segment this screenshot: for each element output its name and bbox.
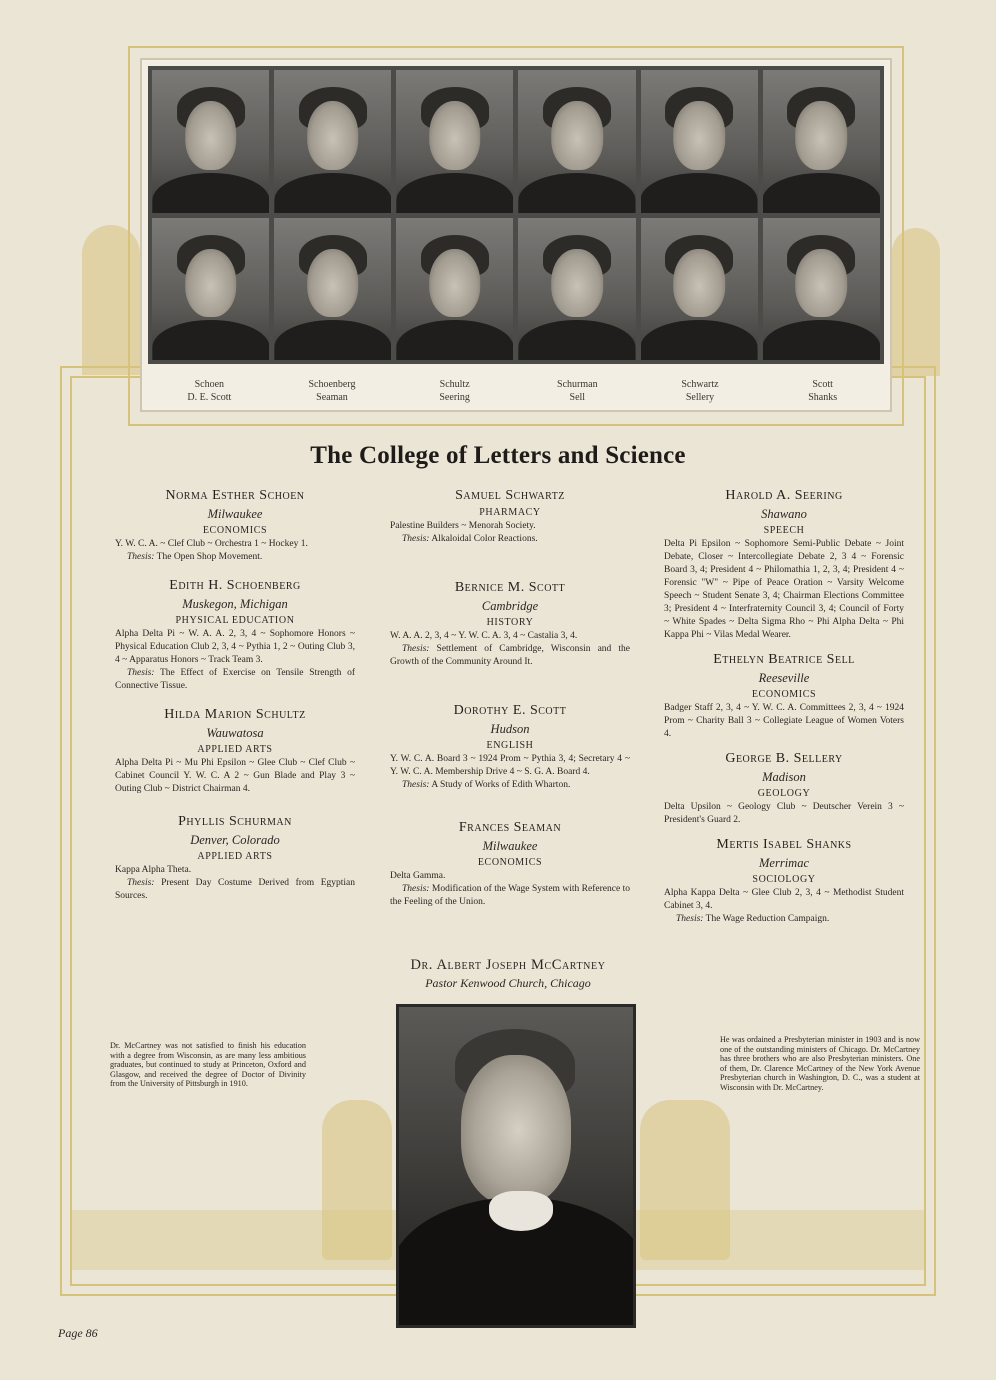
student-entry xyxy=(390,488,630,546)
caption: Schwartz Sellery xyxy=(681,379,719,403)
student-city: Milwaukee xyxy=(482,839,538,853)
student-major: APPLIED ARTS xyxy=(197,851,273,862)
portrait-photo xyxy=(274,218,391,361)
portrait-photo xyxy=(641,218,758,361)
student-entry xyxy=(390,580,630,669)
student-activities: Delta Gamma. xyxy=(390,871,446,881)
student-city: Denver, Colorado xyxy=(190,833,280,847)
student-activities: Delta Pi Epsilon ~ Sophomore Semi-Public Debate ~ Joint Debate, Closer ~ Intercollegiate Debate 2, 3 4 ~ Forensic Board 3, 4; President 4 ~ Philomathia 1, 2, 3, 4; President 4 ~ Forensic "W" ~ Pipe of Peace Oration ~ Varsity Welcome Speech ~ Student Senate 3, 4; Chairman Elections Committee 3; President 4 ~ Interfraternity Council 3, 4; Council of Forty ~ White Spades ~ Delta Sigma Rho ~ Phi Alpha Delta ~ Phi Kappa Phi ~ Vilas Medal Wearer. xyxy=(664,539,904,640)
student-name: Norma Esther Schoen xyxy=(165,488,305,503)
portrait-photo xyxy=(518,70,635,213)
student-city: Madison xyxy=(762,770,806,784)
student-entry xyxy=(115,578,355,693)
student-activities: Delta Upsilon ~ Geology Club ~ Deutscher Verein 3 ~ President's Guard 2. xyxy=(664,802,904,825)
student-name: Phyllis Schurman xyxy=(178,814,292,829)
portrait-photo xyxy=(518,218,635,361)
student-activities: Y. W. C. A. Board 3 ~ 1924 Prom ~ Pythia 3, 4; Secretary 4 ~ Y. W. C. A. Membership Drive 4 ~ S. G. A. Board 4. xyxy=(390,754,630,777)
page-number: Page 86 xyxy=(58,1326,98,1340)
student-thesis: Thesis: Alkaloidal Color Reactions. xyxy=(402,534,538,544)
portrait-photo xyxy=(396,70,513,213)
student-city: Wauwatosa xyxy=(206,726,264,740)
gold-figure-right xyxy=(640,1100,730,1260)
student-activities: Badger Staff 2, 3, 4 ~ Y. W. C. A. Committees 2, 3, 4 ~ 1924 Prom ~ Charity Ball 3 ~ Collegiate League of Women Voters 4. xyxy=(664,703,904,739)
student-major: PHYSICAL EDUCATION xyxy=(175,615,295,626)
student-name: Ethelyn Beatrice Sell xyxy=(713,652,855,667)
student-activities: Kappa Alpha Theta. xyxy=(115,865,192,875)
student-entry xyxy=(664,488,904,642)
student-entry xyxy=(390,820,630,909)
student-major: SPEECH xyxy=(763,525,805,536)
student-major: GEOLOGY xyxy=(757,788,811,799)
portrait-strip xyxy=(140,58,892,412)
student-thesis: Thesis: The Effect of Exercise on Tensile Strength of Connective Tissue. xyxy=(115,668,355,691)
portrait-photo xyxy=(641,70,758,213)
portrait-grid xyxy=(148,66,884,364)
student-activities: Alpha Delta Pi ~ W. A. A. 2, 3, 4 ~ Sophomore Honors ~ Physical Education Club 2, 3, 4 ~ Pythia 1, 2 ~ Outing Club 3, 4 ~ Apparatus Honors ~ Track Team 3. xyxy=(115,629,355,665)
student-major: ECONOMICS xyxy=(202,525,268,536)
student-name: Dorothy E. Scott xyxy=(453,703,567,718)
student-name: Mertis Isabel Shanks xyxy=(716,837,852,852)
caption: Scott Shanks xyxy=(808,379,838,403)
student-city: Muskegon, Michigan xyxy=(182,597,288,611)
portrait-photo xyxy=(274,70,391,213)
student-thesis: Thesis: Settlement of Cambridge, Wisconsin and the Growth of the Community Around It. xyxy=(390,644,630,667)
student-major: ENGLISH xyxy=(486,740,534,751)
student-city: Merrimac xyxy=(759,856,809,870)
student-thesis: Thesis: Modification of the Wage System with Reference to the Feeling of the Union. xyxy=(390,884,631,907)
student-name: Bernice M. Scott xyxy=(454,580,566,595)
student-city: Cambridge xyxy=(481,599,539,613)
portrait-photo xyxy=(396,218,513,361)
student-entry xyxy=(390,703,630,792)
student-thesis: Thesis: Present Day Costume Derived from Egyptian Sources. xyxy=(115,878,356,901)
feature-title: Pastor Kenwood Church, Chicago xyxy=(425,976,591,990)
gold-ornament-right xyxy=(892,228,940,376)
portrait-photo xyxy=(152,218,269,361)
student-major: APPLIED ARTS xyxy=(197,744,273,755)
student-major: ECONOMICS xyxy=(477,857,543,868)
caption: Schurman Sell xyxy=(557,379,598,403)
student-activities: Alpha Kappa Delta ~ Glee Club 2, 3, 4 ~ Methodist Student Cabinet 3, 4. xyxy=(664,888,904,911)
gold-ornament-left xyxy=(82,225,140,375)
student-major: SOCIOLOGY xyxy=(752,874,816,885)
column-middle xyxy=(390,488,630,923)
student-name: Samuel Schwartz xyxy=(455,488,565,503)
student-activities: Y. W. C. A. ~ Clef Club ~ Orchestra 1 ~ Hockey 1. xyxy=(115,539,308,549)
page-title: The College of Letters and Science xyxy=(310,442,686,469)
student-name: Frances Seaman xyxy=(458,820,562,835)
student-entry xyxy=(664,652,904,741)
student-thesis: Thesis: A Study of Works of Edith Wharton. xyxy=(402,780,571,790)
column-right xyxy=(664,488,904,940)
student-name: Harold A. Seering xyxy=(725,488,843,503)
feature-name: Dr. Albert Joseph McCartney xyxy=(410,957,606,973)
student-major: PHARMACY xyxy=(479,507,541,518)
gold-figure-left xyxy=(322,1100,392,1260)
caption: Schoenberg Seaman xyxy=(308,379,356,403)
student-entry xyxy=(664,837,904,926)
student-activities: Alpha Delta Pi ~ Mu Phi Epsilon ~ Glee Club ~ Clef Club ~ Cabinet Council Y. W. C. A 2 ~ Gun Blade and Play 3 ~ Outing Club ~ District Chairman 4. xyxy=(115,758,355,794)
student-entry xyxy=(115,488,355,564)
student-activities: W. A. A. 2, 3, 4 ~ Y. W. C. A. 3, 4 ~ Castalia 3, 4. xyxy=(390,631,578,641)
student-entry xyxy=(115,814,355,903)
student-city: Milwaukee xyxy=(207,507,263,521)
feature-text-left: Dr. McCartney was not satisfied to finish his education with a degree from Wisconsin, as are many less ambitious graduates, but continued to study at Princeton, Oxford and Glasgow, and received the degree of Doctor of Divinity from the University of Pittsburgh in 1910. xyxy=(110,1041,306,1089)
feature-portrait-photo xyxy=(396,1004,636,1328)
student-entry xyxy=(664,751,904,827)
portrait-captions xyxy=(148,378,884,410)
student-city: Shawano xyxy=(761,507,807,521)
portrait-photo xyxy=(763,70,880,213)
portrait-photo xyxy=(763,218,880,361)
portrait-photo xyxy=(152,70,269,213)
caption: Schultz Seering xyxy=(439,379,470,403)
student-major: ECONOMICS xyxy=(751,689,817,700)
column-left xyxy=(115,488,355,917)
student-name: George B. Sellery xyxy=(725,751,843,766)
student-activities: Palestine Builders ~ Menorah Society. xyxy=(390,521,536,531)
student-city: Hudson xyxy=(490,722,530,736)
student-name: Edith H. Schoenberg xyxy=(169,578,301,593)
feature-text-right: He was ordained a Presbyterian minister in 1903 and is now one of the outstanding ministers of Chicago. Dr. McCartney has three brothers who are also Presbyterian ministers. One of them, Dr. Clarence McCartney of the New York Avenue Presbyterian church in Washington, D. C., was a student at Wisconsin with Dr. McCartney. xyxy=(720,1035,920,1092)
student-name: Hilda Marion Schultz xyxy=(164,707,306,722)
student-thesis: Thesis: The Wage Reduction Campaign. xyxy=(676,914,830,924)
caption: Schoen D. E. Scott xyxy=(187,379,232,403)
student-city: Reeseville xyxy=(758,671,810,685)
student-major: HISTORY xyxy=(486,617,534,628)
student-entry xyxy=(115,707,355,796)
student-thesis: Thesis: The Open Shop Movement. xyxy=(127,552,263,562)
